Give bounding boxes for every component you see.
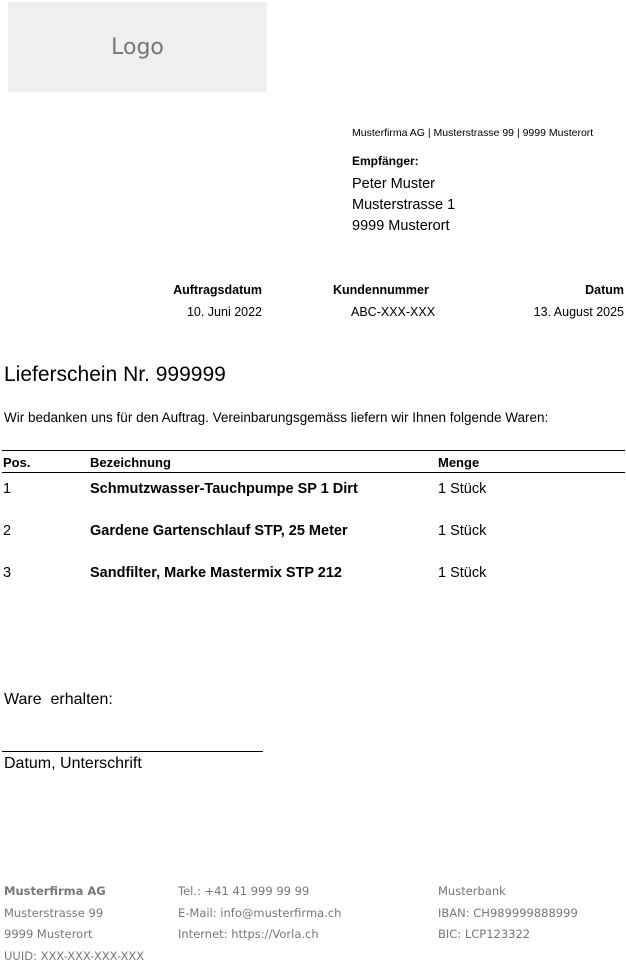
footer-email: E-Mail: info@musterfirma.ch	[178, 905, 341, 927]
footer-bank	[438, 883, 578, 948]
row-pos: 2	[3, 523, 11, 539]
recipient-street: Musterstrasse 1	[352, 195, 455, 216]
items-table	[2, 450, 625, 599]
customer-number-label: Kundennummer	[333, 283, 429, 297]
table-row	[2, 557, 625, 599]
footer-company	[4, 883, 144, 969]
table-row	[2, 515, 625, 557]
goods-received-label: Ware erhalten:	[4, 691, 113, 709]
recipient-block	[352, 154, 455, 237]
table-header	[2, 450, 625, 473]
signature-line	[2, 751, 263, 752]
order-date-label: Auftragsdatum	[173, 283, 262, 297]
row-description: Schmutzwasser-Tauchpumpe SP 1 Dirt	[90, 481, 358, 497]
order-date-value: 10. Juni 2022	[187, 305, 262, 319]
date-value: 13. August 2025	[534, 305, 624, 319]
logo-text: Logo	[111, 35, 164, 60]
document-title: Lieferschein Nr. 999999	[4, 363, 226, 387]
header-quantity: Menge	[438, 455, 479, 470]
customer-number-value: ABC-XXX-XXX	[351, 305, 435, 319]
footer-bic: BIC: LCP123322	[438, 926, 578, 948]
row-quantity: 1 Stück	[438, 523, 486, 539]
logo-placeholder	[8, 2, 267, 92]
sender-address-line: Musterfirma AG | Musterstrasse 99 | 9999 Musterort	[352, 127, 593, 139]
footer-phone: Tel.: +41 41 999 99 99	[178, 883, 341, 905]
recipient-label: Empfänger:	[352, 154, 455, 168]
footer-website: Internet: https://Vorla.ch	[178, 926, 341, 948]
row-description: Sandfilter, Marke Mastermix STP 212	[90, 565, 342, 581]
intro-text: Wir bedanken uns für den Auftrag. Vereinbarungsgemäss liefern wir Ihnen folgende Waren:	[4, 410, 548, 425]
recipient-city: 9999 Musterort	[352, 216, 455, 237]
table-row	[2, 473, 625, 515]
row-pos: 3	[3, 565, 11, 581]
row-pos: 1	[3, 481, 11, 497]
footer-iban: IBAN: CH989999888999	[438, 905, 578, 927]
footer-company-uuid: UUID: XXX-XXX-XXX-XXX	[4, 948, 144, 969]
footer-company-city: 9999 Musterort	[4, 926, 144, 948]
header-pos: Pos.	[3, 455, 30, 470]
header-description: Bezeichnung	[90, 455, 171, 470]
row-quantity: 1 Stück	[438, 565, 486, 581]
footer-company-street: Musterstrasse 99	[4, 905, 144, 927]
recipient-name: Peter Muster	[352, 174, 455, 195]
footer-company-name: Musterfirma AG	[4, 883, 144, 905]
row-quantity: 1 Stück	[438, 481, 486, 497]
signature-caption: Datum, Unterschrift	[4, 755, 142, 773]
footer-bank-name: Musterbank	[438, 883, 578, 905]
footer-contact	[178, 883, 341, 948]
row-description: Gardene Gartenschlauf STP, 25 Meter	[90, 523, 348, 539]
date-label: Datum	[585, 283, 624, 297]
